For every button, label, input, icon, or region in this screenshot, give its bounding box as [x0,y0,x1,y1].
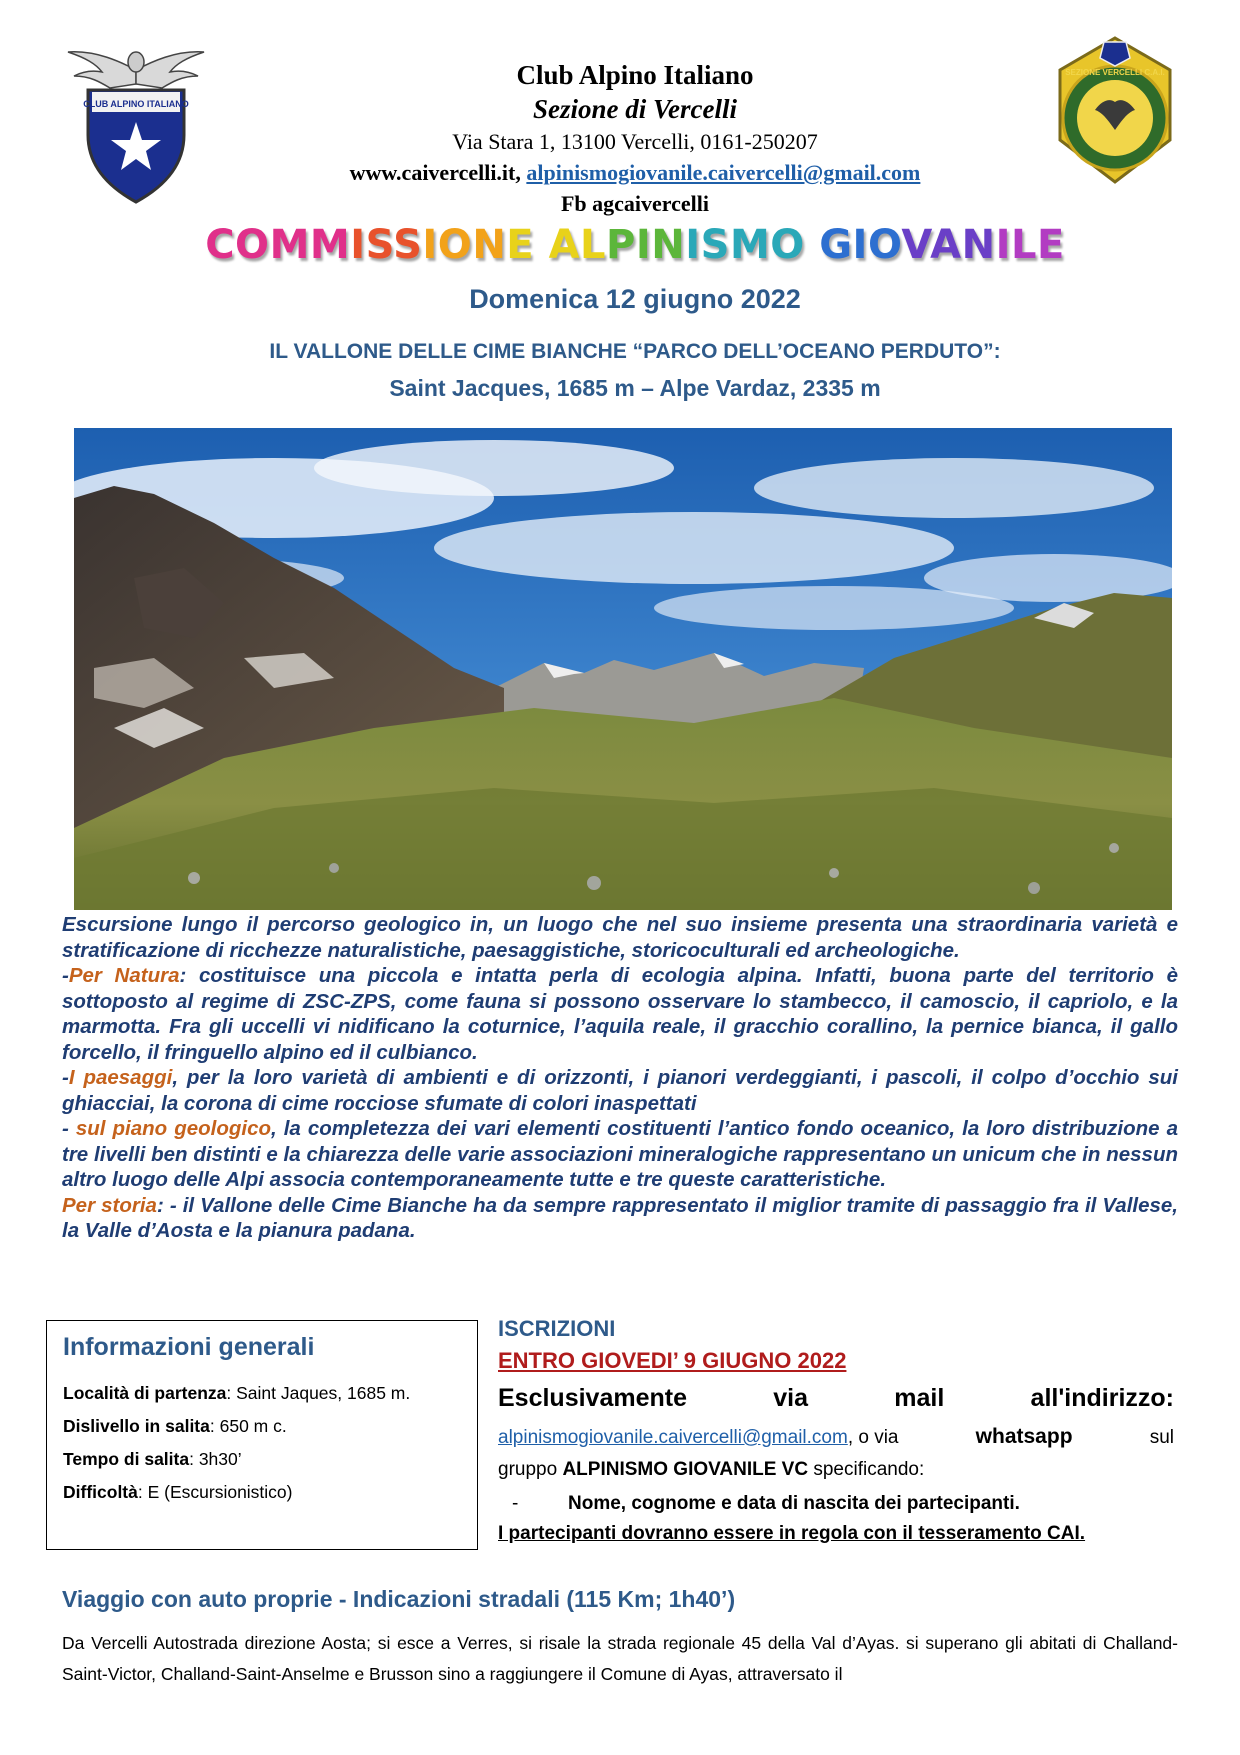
excl-word: mail [894,1384,945,1412]
info-row-time [63,1449,242,1470]
info-label: Località di partenza [63,1383,227,1403]
commission-letter: A [930,222,962,268]
commission-letter: S [393,222,423,268]
registration-title: ISCRIZIONI [498,1316,616,1341]
or-via-text: , o via [847,1427,899,1448]
commission-letter: N [961,222,996,268]
commission-letter: O [867,222,902,268]
commission-letter: P [606,222,636,268]
desc-geology-highlight: sul piano geologico [75,1117,272,1140]
group-suffix: specificando: [808,1459,925,1480]
travel-text [62,1628,1178,1690]
info-row-elevation [63,1416,287,1437]
info-value: : Saint Jaques, 1685 m. [226,1383,411,1403]
website-link[interactable]: www.caivercelli.it, [349,160,521,185]
section-name: Sezione di Vercelli [533,94,737,124]
excl-word: all'indirizzo: [1030,1384,1174,1412]
commission-letter: I [635,222,652,268]
commission-letter: M [269,222,310,268]
desc-landscape [62,1065,1178,1116]
registration-note: I partecipanti dovranno essere in regola con il tesseramento CAI. [498,1523,1086,1544]
facebook-handle: Fb agcaivercelli [560,191,710,216]
bullet-dash: - [512,1493,519,1514]
commission-letter: O [437,222,473,268]
commission-word [549,222,805,268]
info-label: Difficoltà [63,1482,138,1502]
commission-letter: I [350,222,366,268]
travel-paragraph: Da Vercelli Autostrada direzione Aosta; si esce a Verres, si risale la strada regionale 45 della Val d’Ayas. si superano gli abitati di Challand-Saint-Victor, Challand-Saint-Anselme e Brusson sino a raggiungere il Comune di Ayas, attraversato il [62,1633,1178,1684]
org-name: Club Alpino Italiano [516,60,754,90]
registration [498,1316,1174,1545]
registration-exclusive [498,1384,1174,1413]
commission-letter: E [506,222,535,268]
commission-letter: E [1036,222,1065,268]
desc-landscape-prefix: - [62,1066,69,1089]
bullet-text: Nome, cognome e data di nascita dei partecipanti. [568,1493,1020,1514]
desc-history-highlight: Per storia [62,1193,157,1217]
address: Via Stara 1, 13100 Vercelli, 0161-250207 [452,129,818,154]
info-row-difficulty [63,1482,293,1503]
info-value: : E (Escursionistico) [137,1482,293,1502]
info-value: : 650 m c. [209,1416,287,1436]
travel-title: Viaggio con auto proprie - Indicazioni stradali (115 Km; 1h40’) [62,1586,736,1612]
commission-letter: M [309,222,351,268]
desc-nature-prefix: - [62,964,69,987]
desc-intro: Escursione lungo il percorso geologico in, un luogo che nel suo insieme presenta una straordinaria varietà e stratificazione di ricchezze naturalistiche, paesaggistiche, storicoculturali ed archeologiche. [62,913,1178,962]
desc-geology-prefix: - [62,1117,76,1140]
landscape-photo [74,428,1172,910]
event-date: Domenica 12 giugno 2022 [469,284,801,314]
desc-geology-text: , la completezza dei vari elementi costituenti l’antico fondo oceanico, la loro distribuzione a tre livelli ben distinti e la chiarezza delle varie associazioni mineralogiche rappresentano un unicum che in nessun altro luogo delle Alpi associa contemporaneamente tutte e tre queste caratteristiche. [62,1117,1178,1191]
registration-contact [498,1425,1174,1449]
desc-history [62,1193,1178,1244]
group-name: ALPINISMO GIOVANILE VC [562,1459,809,1480]
commission-letter: I [685,222,701,268]
commission-letter: M [729,222,771,268]
desc-landscape-highlight: I paesaggi [68,1066,173,1089]
desc-landscape-text: , per la loro varietà di ambienti e di orizzonti, i pianori verdeggianti, i pascoli, il colpo d’occhio sui ghiacciai, la corona di cime rocciose sfumate di colori inaspettati [62,1066,1178,1115]
logo-left-text: CLUB ALPINO ITALIANO [83,99,189,109]
desc-nature-highlight: Per Natura [68,964,180,987]
email-link[interactable]: alpinismogiovanile.caivercelli@gmail.com [526,160,921,185]
web-contacts [0,160,1240,186]
excl-word: via [773,1384,809,1412]
commission-letter: I [852,222,868,268]
commission-title [0,222,1240,268]
commission-letter: O [235,222,270,268]
commission-word [819,222,1065,268]
registration-bullet [498,1493,1174,1515]
event-route: Saint Jacques, 1685 m – Alpe Vardaz, 2335 m [389,375,881,401]
logo-right-text: SEZIONE VERCELLI C.A.I. [1065,68,1165,77]
commission-letter: N [651,222,686,268]
commission-letter: L [580,222,607,268]
info-value: : 3h30’ [189,1449,242,1469]
info-row-start [63,1383,410,1404]
info-title: Informazioni generali [63,1333,315,1361]
excl-word: Esclusivamente [498,1384,687,1412]
whatsapp-text: whatsapp [975,1425,1073,1448]
commission-letter: O [770,222,805,268]
commission-word [205,222,534,268]
registration-group [498,1459,1174,1481]
commission-letter: S [700,222,730,268]
commission-letter: N [472,222,507,268]
commission-letter: G [819,222,853,268]
event-title: IL VALLONE DELLE CIME BIANCHE “PARCO DELL’OCEANO PERDUTO”: [269,340,1001,363]
commission-letter: S [365,222,394,268]
info-label: Dislivello in salita [63,1416,210,1436]
commission-letter: V [901,222,931,268]
group-prefix: gruppo [498,1459,563,1480]
commission-letter: A [548,222,581,268]
registration-email-link[interactable]: alpinismogiovanile.caivercelli@gmail.com [498,1427,848,1448]
info-box [46,1320,478,1550]
description [62,912,1178,1244]
desc-history-text: : - il Vallone delle Cime Bianche ha da sempre rappresentato il miglior tramite di passaggio fra il Vallese, la Valle d’Aosta e la pianura padana. [62,1193,1178,1242]
info-label: Tempo di salita [63,1449,190,1469]
commission-letter: I [422,222,438,268]
desc-geology [62,1116,1178,1193]
registration-deadline: ENTRO GIOVEDI’ 9 GIUGNO 2022 [498,1348,847,1373]
commission-letter: C [205,222,236,268]
desc-nature-text: : costituisce una piccola e intatta perla di ecologia alpina. Infatti, buona parte del territorio è sottoposto al regime di ZSC-ZPS, come fauna si possono osservare lo stambecco, il camoscio, il capriolo, e la marmotta. Fra gli uccelli vi nidificano la coturnice, l’aquila reale, il gracchio corallino, la pernice bianca, il gallo forcello, il fringuello alpino ed il culbianco. [62,964,1178,1064]
commission-letter: L [1010,222,1037,268]
desc-nature [62,963,1178,1065]
commission-letter: I [995,222,1011,268]
sul-text: sul [1149,1427,1174,1448]
